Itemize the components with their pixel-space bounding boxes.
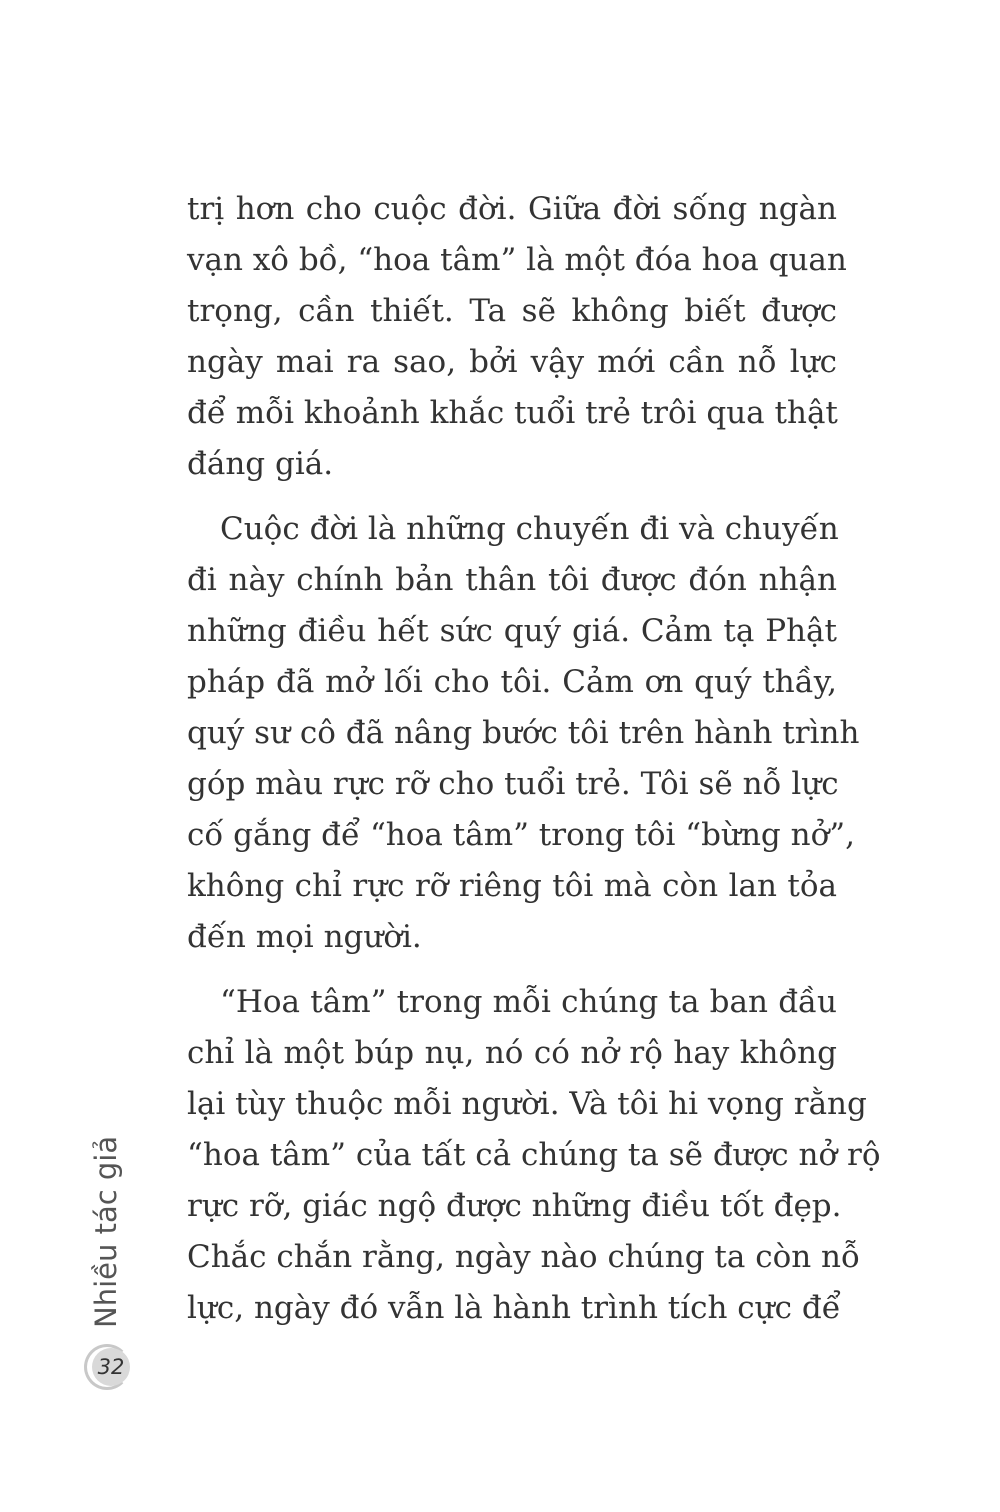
running-author-label: Nhiều tác giả: [89, 1135, 123, 1328]
text-line: quý sư cô đã nâng bước tôi trên hành trình: [187, 715, 860, 751]
paragraph-1: [187, 184, 847, 490]
text-line: “Hoa tâm” trong mỗi chúng ta ban đầu: [220, 984, 837, 1020]
text-line: pháp đã mở lối cho tôi. Cảm ơn quý thầy,: [187, 664, 837, 700]
body-text: [187, 184, 881, 1348]
text-line: “hoa tâm” của tất cả chúng ta sẽ được nở rộ: [187, 1137, 881, 1173]
text-line: vạn xô bồ, “hoa tâm” là một đóa hoa quan: [187, 242, 847, 278]
text-line: lại tùy thuộc mỗi người. Và tôi hi vọng rằng: [187, 1086, 867, 1122]
text-line: đến mọi người.: [187, 919, 422, 955]
text-line: đáng giá.: [187, 446, 334, 482]
text-line: để mỗi khoảnh khắc tuổi trẻ trôi qua thật: [187, 395, 838, 431]
paragraph-2: [187, 504, 860, 963]
text-line: chỉ là một búp nụ, nó có nở rộ hay không: [187, 1035, 837, 1071]
text-line: ngày mai ra sao, bởi vậy mới cần nỗ lực: [187, 344, 837, 380]
page-number: 32: [92, 1348, 130, 1386]
text-line: Chắc chắn rằng, ngày nào chúng ta còn nỗ: [187, 1239, 860, 1275]
text-line: Cuộc đời là những chuyến đi và chuyến: [220, 511, 839, 547]
page-number-badge: [84, 1344, 130, 1390]
text-line: những điều hết sức quý giá. Cảm tạ Phật: [187, 613, 837, 649]
text-line: rực rỡ, giác ngộ được những điều tốt đẹp.: [187, 1188, 842, 1224]
text-line: trọng, cần thiết. Ta sẽ không biết được: [187, 293, 837, 329]
text-line: cố gắng để “hoa tâm” trong tôi “bừng nở”,: [187, 817, 855, 853]
text-line: không chỉ rực rỡ riêng tôi mà còn lan tỏa: [187, 868, 837, 904]
paragraph-3: [187, 977, 881, 1334]
text-line: đi này chính bản thân tôi được đón nhận: [187, 562, 837, 598]
text-line: góp màu rực rỡ cho tuổi trẻ. Tôi sẽ nỗ lực: [187, 766, 839, 802]
text-line: lực, ngày đó vẫn là hành trình tích cực để: [187, 1290, 841, 1326]
text-line: trị hơn cho cuộc đời. Giữa đời sống ngàn: [187, 191, 837, 227]
